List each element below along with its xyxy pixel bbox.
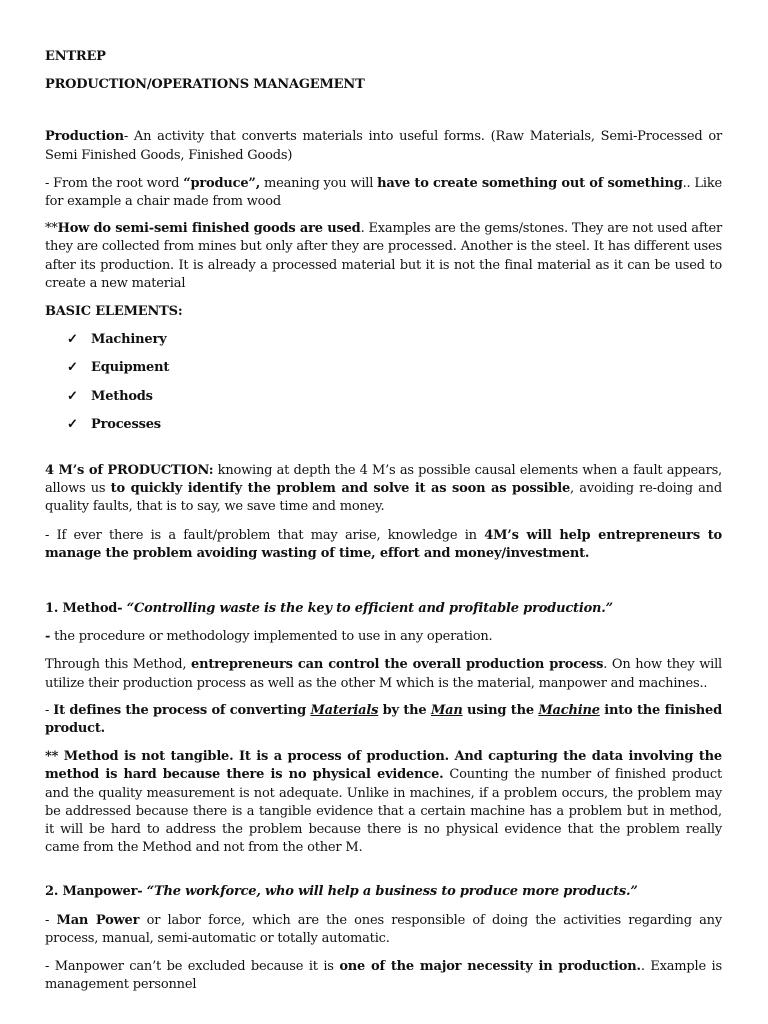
checkmark-icon: ✓ — [67, 388, 78, 404]
basic-elements-list — [45, 331, 722, 434]
semi-finished-paragraph: **How do semi-semi finished goods are used. Examples are the gems/stones. They are not used after they are collected from mines but only after they are processed. Another is the steel. It has different uses after its production. It is already a processed material but it is not the final material as it can be used to create a new material — [45, 221, 723, 291]
checkmark-icon: ✓ — [67, 416, 78, 432]
list-item: ✓ Equipment — [45, 359, 722, 377]
list-item: ✓ Machinery — [45, 331, 722, 349]
method-tangible-paragraph: ** Method is not tangible. It is a process of production. And capturing the data involving the method is hard because there is no physical evidence. Counting the number of finished product and the quality measurement is not adequate. Unlike in machines, if a problem occurs, the problem may be addressed because there is a tangible evidence that a certain machine has a problem but in method, it will be hard to address the problem because there is no physical evidence that the problem really came from the Method and not from the other M. — [45, 749, 722, 856]
subject-heading: ENTREP — [45, 49, 106, 64]
method-heading: 1. Method- “Controlling waste is the key to efficient and profitable production.” — [45, 601, 613, 616]
page-title: PRODUCTION/OPERATIONS MANAGEMENT — [45, 77, 365, 93]
root-word-paragraph: - From the root word “produce”, meaning you will have to create something out of something.. Like for example a chair made from wood — [45, 175, 722, 210]
production-term: Production — [45, 129, 124, 145]
method-definition: - the procedure or methodology implemented to use in any operation. — [45, 629, 493, 645]
four-ms-paragraph: 4 M’s of PRODUCTION: knowing at depth the 4 M’s as possible causal elements when a fault appears, allows us to quickly identify the problem and solve it as soon as possible, avoiding re-doing and quality faults, that is to say, we save time and money. — [45, 462, 722, 515]
method-through-paragraph: Through this Method, entrepreneurs can control the overall production process. On how they will utilize their production process as well as the other M which is the material, manpower and machines.. — [45, 657, 723, 691]
fault-paragraph: - If ever there is a fault/problem that may arise, knowledge in 4M’s will help entrepreneurs to manage the problem avoiding wasting of time, effort and money/investment. — [45, 527, 722, 561]
list-item: ✓ Methods — [45, 388, 722, 406]
list-item: ✓ Processes — [45, 416, 722, 434]
checkmark-icon: ✓ — [67, 332, 78, 348]
manpower-heading: 2. Manpower- “The workforce, who will help a business to produce more products.” — [45, 884, 638, 900]
method-defines-paragraph: - It defines the process of converting Materials by the Man using the Machine into the finished product. — [45, 702, 723, 737]
basic-elements-heading: BASIC ELEMENTS: — [45, 304, 183, 320]
checkmark-icon: ✓ — [67, 360, 78, 376]
manpower-excluded-paragraph: - Manpower can’t be excluded because it is one of the major necessity in production.. Example is management personnel — [45, 959, 722, 993]
document-page — [45, 45, 722, 994]
production-definition: Production- An activity that converts materials into useful forms. (Raw Materials, Semi-Processed or Semi Finished Goods, Finished Goods) — [45, 129, 722, 163]
manpower-definition: - Man Power or labor force, which are the ones responsible of doing the activities regarding any process, manual, semi-automatic or totally automatic. — [45, 912, 722, 946]
